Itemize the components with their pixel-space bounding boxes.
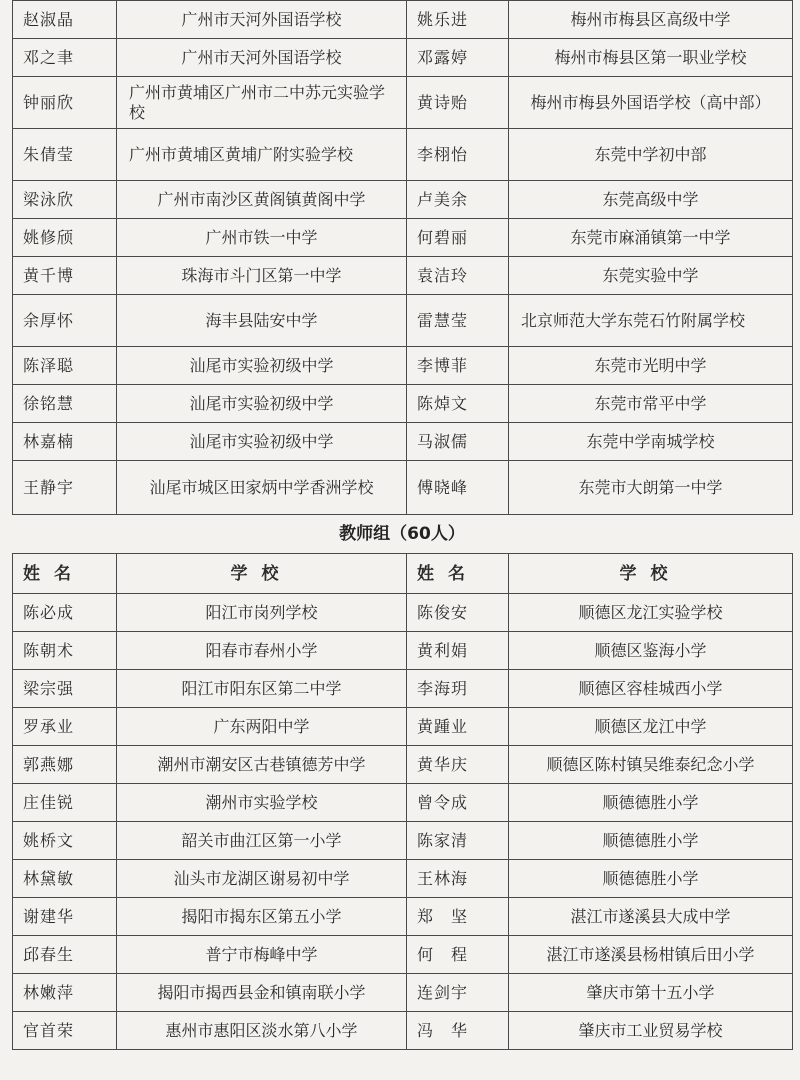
student-name: 雷慧莹: [407, 295, 509, 347]
student-name: 陈泽聪: [13, 347, 117, 385]
student-school: 广州市天河外国语学校: [117, 39, 407, 77]
table-row: [13, 860, 793, 898]
table-row: [13, 385, 793, 423]
table-row: [13, 181, 793, 219]
table-row: [13, 347, 793, 385]
teacher-school: 揭阳市揭西县金和镇南联小学: [117, 974, 407, 1012]
student-school: 广州市南沙区黄阁镇黄阁中学: [117, 181, 407, 219]
table-row: [13, 898, 793, 936]
teacher-name: 林嫩萍: [13, 974, 117, 1012]
teacher-name: 梁宗强: [13, 670, 117, 708]
teacher-school: 阳春市春州小学: [117, 632, 407, 670]
student-school: 梅州市梅县区第一职业学校: [509, 39, 793, 77]
teacher-name: 林黛敏: [13, 860, 117, 898]
table-row: [13, 1012, 793, 1050]
teacher-name: 邱春生: [13, 936, 117, 974]
teacher-name: 陈朝术: [13, 632, 117, 670]
teacher-name: 连剑宇: [407, 974, 509, 1012]
student-name: 马淑儒: [407, 423, 509, 461]
teacher-school: 潮州市潮安区古巷镇德芳中学: [117, 746, 407, 784]
student-name: 林嘉楠: [13, 423, 117, 461]
student-name: 邓露婷: [407, 39, 509, 77]
school-column-header: 学校: [509, 554, 793, 594]
teacher-name: 曾令成: [407, 784, 509, 822]
teacher-school: 顺德区鉴海小学: [509, 632, 793, 670]
student-school: 汕尾市城区田家炳中学香洲学校: [117, 461, 407, 515]
table-row: [13, 936, 793, 974]
teacher-name: 黄华庆: [407, 746, 509, 784]
teacher-name: 何 程: [407, 936, 509, 974]
table-row: [13, 257, 793, 295]
student-name: 黄诗贻: [407, 77, 509, 129]
student-name: 赵淑晶: [13, 1, 117, 39]
teacher-section-title: 教师组（60人）: [339, 524, 465, 544]
student-name: 余厚怀: [13, 295, 117, 347]
table-row: [13, 632, 793, 670]
student-name: 袁洁玲: [407, 257, 509, 295]
teacher-school: 顺德德胜小学: [509, 822, 793, 860]
teacher-name: 罗承业: [13, 708, 117, 746]
student-school: 梅州市梅县区高级中学: [509, 1, 793, 39]
student-name: 朱倩莹: [13, 129, 117, 181]
teacher-school: 顺德区龙江中学: [509, 708, 793, 746]
student-school: 海丰县陆安中学: [117, 295, 407, 347]
student-name: 李栩怡: [407, 129, 509, 181]
student-name: 邓之聿: [13, 39, 117, 77]
student-school: 东莞中学初中部: [509, 129, 793, 181]
student-school: 东莞市常平中学: [509, 385, 793, 423]
teacher-name: 陈必成: [13, 594, 117, 632]
student-school: 东莞高级中学: [509, 181, 793, 219]
teacher-school: 湛江市遂溪县杨柑镇后田小学: [509, 936, 793, 974]
student-name: 钟丽欣: [13, 77, 117, 129]
table-row: [13, 784, 793, 822]
student-school: 东莞中学南城学校: [509, 423, 793, 461]
student-name: 黄千博: [13, 257, 117, 295]
table-row: [13, 423, 793, 461]
teacher-school: 顺德区陈村镇吴维泰纪念小学: [509, 746, 793, 784]
teacher-school: 普宁市梅峰中学: [117, 936, 407, 974]
teacher-school: 汕头市龙湖区谢易初中学: [117, 860, 407, 898]
table-row: [13, 670, 793, 708]
teacher-school: 顺德德胜小学: [509, 860, 793, 898]
table-row: [13, 1, 793, 39]
table-row: [13, 77, 793, 129]
teacher-school: 湛江市遂溪县大成中学: [509, 898, 793, 936]
student-school: 广州市黄埔区黄埔广附实验学校: [117, 129, 407, 181]
teacher-list-table: [12, 553, 793, 1050]
teacher-school: 揭阳市揭东区第五小学: [117, 898, 407, 936]
student-name: 卢美余: [407, 181, 509, 219]
table-row: [13, 822, 793, 860]
teacher-name: 黄利娟: [407, 632, 509, 670]
teacher-name: 冯 华: [407, 1012, 509, 1050]
teacher-school: 广东两阳中学: [117, 708, 407, 746]
teacher-name: 王林海: [407, 860, 509, 898]
student-name: 何碧丽: [407, 219, 509, 257]
table-row: [13, 708, 793, 746]
table-row: [13, 295, 793, 347]
student-school: 珠海市斗门区第一中学: [117, 257, 407, 295]
student-school: 北京师范大学东莞石竹附属学校: [509, 295, 793, 347]
student-name: 姚乐进: [407, 1, 509, 39]
teacher-school: 潮州市实验学校: [117, 784, 407, 822]
table-row: [13, 129, 793, 181]
table-row: [13, 594, 793, 632]
student-name: 梁泳欣: [13, 181, 117, 219]
teacher-name: 郑 坚: [407, 898, 509, 936]
teacher-name: 黄踵业: [407, 708, 509, 746]
teacher-school: 阳江市阳东区第二中学: [117, 670, 407, 708]
student-school: 广州市铁一中学: [117, 219, 407, 257]
table-row: [13, 746, 793, 784]
teacher-school: 肇庆市工业贸易学校: [509, 1012, 793, 1050]
student-list-table: [12, 0, 793, 515]
student-school: 汕尾市实验初级中学: [117, 423, 407, 461]
table-row: [13, 461, 793, 515]
student-name: 陈焯文: [407, 385, 509, 423]
table-header-row: [13, 554, 793, 594]
student-school: 汕尾市实验初级中学: [117, 347, 407, 385]
table-row: [13, 974, 793, 1012]
teacher-name: 官首荣: [13, 1012, 117, 1050]
student-school: 广州市天河外国语学校: [117, 1, 407, 39]
student-school: 东莞市大朗第一中学: [509, 461, 793, 515]
teacher-name: 姚桥文: [13, 822, 117, 860]
student-school: 东莞市光明中学: [509, 347, 793, 385]
teacher-name: 谢建华: [13, 898, 117, 936]
student-school: 梅州市梅县外国语学校（高中部）: [509, 77, 793, 129]
teacher-school: 肇庆市第十五小学: [509, 974, 793, 1012]
student-school: 广州市黄埔区广州市二中苏元实验学校: [117, 77, 407, 129]
student-name: 徐铭慧: [13, 385, 117, 423]
teacher-school: 顺德区容桂城西小学: [509, 670, 793, 708]
student-name: 王静宇: [13, 461, 117, 515]
teacher-name: 陈俊安: [407, 594, 509, 632]
teacher-school: 韶关市曲江区第一小学: [117, 822, 407, 860]
student-name: 姚修颀: [13, 219, 117, 257]
teacher-school: 顺德德胜小学: [509, 784, 793, 822]
student-school: 汕尾市实验初级中学: [117, 385, 407, 423]
table-row: [13, 39, 793, 77]
teacher-school: 顺德区龙江实验学校: [509, 594, 793, 632]
student-name: 李博菲: [407, 347, 509, 385]
teacher-name: 陈家清: [407, 822, 509, 860]
school-column-header: 学校: [117, 554, 407, 594]
name-column-header: 姓名: [13, 554, 117, 594]
student-school: 东莞实验中学: [509, 257, 793, 295]
student-school: 东莞市麻涌镇第一中学: [509, 219, 793, 257]
teacher-name: 郭燕娜: [13, 746, 117, 784]
teacher-name: 李海玥: [407, 670, 509, 708]
table-row: [13, 219, 793, 257]
teacher-school: 惠州市惠阳区淡水第八小学: [117, 1012, 407, 1050]
teacher-name: 庄佳锐: [13, 784, 117, 822]
teacher-school: 阳江市岗列学校: [117, 594, 407, 632]
name-column-header: 姓名: [407, 554, 509, 594]
student-name: 傅晓峰: [407, 461, 509, 515]
